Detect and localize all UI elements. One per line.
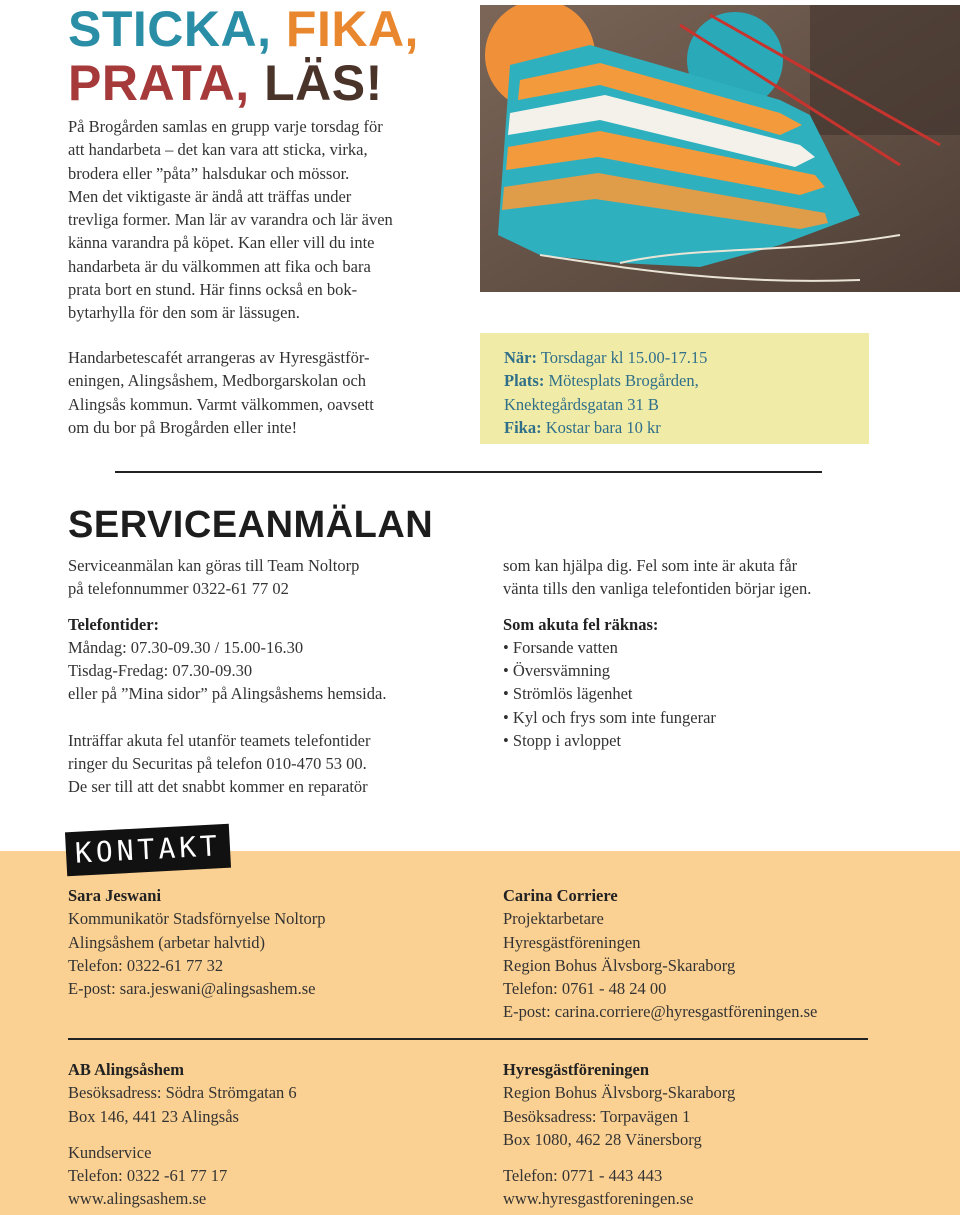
intro-line: Alingsås kommun. Varmt välkommen, oavsett — [68, 394, 374, 414]
contact-name: Sara Jeswani — [68, 886, 162, 905]
headline-word-sticka: STICKA, — [68, 1, 272, 57]
info-when-label: När: — [504, 348, 537, 367]
service-line: eller på ”Mina sidor” på Alingsåshems hemsida. — [68, 684, 387, 704]
contact-email[interactable]: E-post: sara.jeswani@alingsashem.se — [68, 979, 316, 999]
headline-line-2 — [68, 56, 419, 110]
service-line: Serviceanmälan kan göras till Team Noltorp — [68, 556, 360, 575]
headline-word-prata: PRATA, — [68, 55, 250, 111]
info-place-address: Knektegårdsgatan 31 B — [504, 394, 659, 414]
knitting-photo — [480, 5, 960, 292]
info-fika — [504, 416, 845, 439]
section-divider — [115, 471, 822, 473]
phone-times-heading: Telefontider: — [68, 614, 160, 634]
intro-line: eningen, Alingsåshem, Medborgarskolan och — [68, 371, 367, 391]
intro-line: känna varandra på köpet. Kan eller vill du inte — [68, 233, 375, 253]
contact-line: Projektarbetare — [503, 909, 604, 929]
intro-line: trevliga former. Man lär av varandra och lär även — [68, 210, 393, 230]
contact-divider — [68, 1038, 868, 1040]
info-when — [504, 346, 845, 369]
contact-line: Kommunikatör Stadsförnyelse Noltorp — [68, 909, 326, 929]
info-place-value: Mötesplats Brogården, — [548, 371, 699, 391]
contact-carina — [503, 884, 943, 1024]
info-when-value: Torsdagar kl 15.00-17.15 — [540, 348, 708, 367]
contact-line: Kundservice — [68, 1142, 152, 1162]
intro-line: Men det viktigaste är ändå att träffas under — [68, 186, 352, 206]
contact-line: Alingsåshem (arbetar halvtid) — [68, 932, 266, 952]
acute-fault-item: • Forsande vatten — [503, 637, 618, 657]
contact-phone: Telefon: 0322 -61 77 17 — [68, 1166, 228, 1186]
service-line: Inträffar akuta fel utanför teamets telefontider — [68, 730, 371, 750]
intro-line: handarbeta är du välkommen att fika och bara — [68, 256, 371, 276]
service-line: Tisdag-Fredag: 07.30-09.30 — [68, 661, 253, 681]
service-title: SERVICEANMÄLAN — [68, 504, 434, 546]
acute-fault-item: • Översvämning — [503, 661, 611, 681]
contact-line: Besöksadress: Torpavägen 1 — [503, 1106, 691, 1126]
intro-line: brodera eller ”påta” halsdukar och mössor. — [68, 163, 350, 183]
service-line: Måndag: 07.30-09.30 / 15.00-16.30 — [68, 637, 304, 657]
acute-fault-item: • Kyl och frys som inte fungerar — [503, 707, 716, 727]
service-right-column — [503, 554, 933, 752]
contact-phone: Telefon: 0761 - 48 24 00 — [503, 979, 667, 999]
contact-hyresgastforeningen — [503, 1058, 943, 1211]
service-left-column — [68, 554, 478, 799]
contact-phone: Telefon: 0771 - 443 443 — [503, 1166, 663, 1186]
intro-paragraph-1 — [68, 115, 468, 325]
contact-phone: Telefon: 0322-61 77 32 — [68, 955, 224, 975]
contact-alingsashem — [68, 1058, 468, 1211]
intro-line: att handarbeta – det kan vara att sticka, virka, — [68, 140, 368, 160]
contact-label: KONTAKT — [65, 824, 231, 877]
acute-fault-item: • Strömlös lägenhet — [503, 684, 633, 704]
contact-line: Box 1080, 462 28 Vänersborg — [503, 1129, 702, 1149]
contact-name: AB Alingsåshem — [68, 1060, 184, 1079]
intro-line: Handarbetescafét arrangeras av Hyresgästför- — [68, 348, 370, 367]
contact-sara — [68, 884, 468, 1000]
contact-line: Box 146, 441 23 Alingsås — [68, 1106, 239, 1126]
contact-line: Besöksadress: Södra Strömgatan 6 — [68, 1083, 297, 1103]
contact-email[interactable]: E-post: carina.corriere@hyresgastföreningen.se — [503, 1002, 818, 1022]
contact-line: Hyresgästföreningen — [503, 932, 641, 952]
intro-line: om du bor på Brogården eller inte! — [68, 417, 298, 437]
contact-website-link[interactable]: www.hyresgastforeningen.se — [503, 1189, 694, 1209]
contact-line: Region Bohus Älvsborg-Skaraborg — [503, 1083, 736, 1103]
info-fika-label: Fika: — [504, 417, 542, 437]
contact-name: Carina Corriere — [503, 886, 618, 905]
service-line: som kan hjälpa dig. Fel som inte är akuta får — [503, 556, 798, 575]
headline-word-las: LÄS! — [264, 55, 383, 111]
headline-line-1 — [68, 2, 419, 56]
intro-line: bytarhylla för den som är lässugen. — [68, 303, 300, 323]
service-line: på telefonnummer 0322-61 77 02 — [68, 579, 289, 599]
contact-website-link[interactable]: www.alingsashem.se — [68, 1189, 207, 1209]
service-line: vänta tills den vanliga telefontiden börjar igen. — [503, 579, 812, 599]
acute-fault-item: • Stopp i avloppet — [503, 731, 622, 751]
service-line: De ser till att det snabbt kommer en reparatör — [68, 777, 368, 797]
info-place — [504, 369, 845, 392]
info-fika-value: Kostar bara 10 kr — [545, 417, 661, 437]
intro-paragraph-2 — [68, 346, 468, 439]
intro-line: prata bort en stund. Här finns också en bok- — [68, 280, 358, 300]
intro-line: På Brogården samlas en grupp varje torsdag för — [68, 117, 383, 136]
event-info-box — [480, 333, 869, 444]
acute-faults-heading: Som akuta fel räknas: — [503, 614, 659, 634]
service-line: ringer du Securitas på telefon 010-470 53 00. — [68, 754, 367, 774]
headline-word-fika: FIKA, — [285, 1, 419, 57]
headline — [68, 2, 419, 110]
contact-name: Hyresgästföreningen — [503, 1060, 650, 1079]
info-place-label: Plats: — [504, 371, 545, 391]
contact-line: Region Bohus Älvsborg-Skaraborg — [503, 955, 736, 975]
